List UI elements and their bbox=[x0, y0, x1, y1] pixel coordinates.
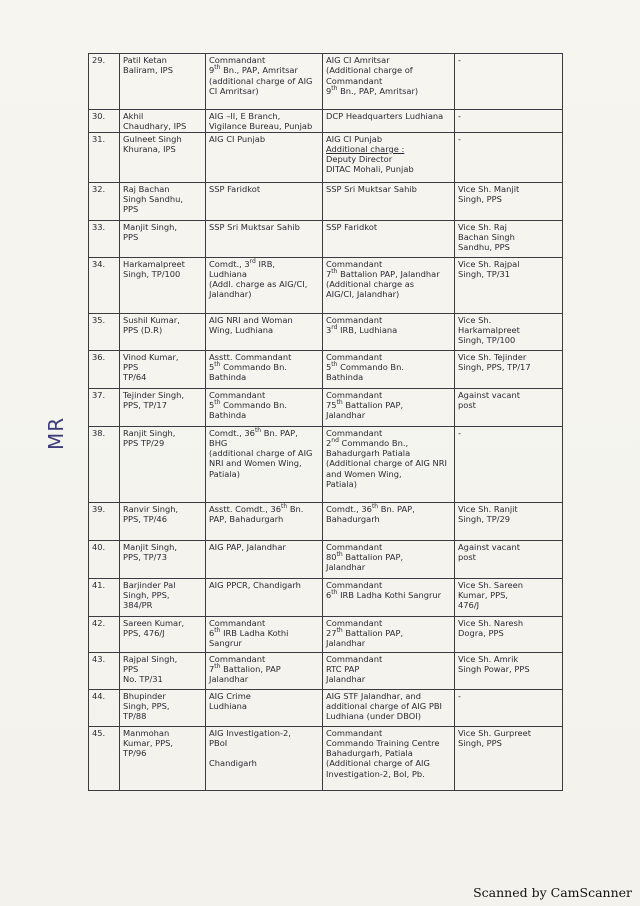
cell-line: and Women Wing, bbox=[326, 468, 402, 479]
cell-line: AIG Crime bbox=[209, 690, 251, 701]
cell-line: (Additional charge of AIG bbox=[326, 758, 430, 769]
remarks-cell bbox=[455, 689, 563, 726]
cell-line: PBoI bbox=[209, 737, 228, 748]
cell-line: Khurana, IPS bbox=[123, 143, 176, 154]
cell-line: Asstt. Comdt., 36th Bn. bbox=[209, 502, 304, 514]
cell-line: Singh, TP/100 bbox=[458, 335, 516, 346]
cell-line: PPS bbox=[123, 663, 139, 674]
cell-line: Jalandhar) bbox=[209, 289, 252, 300]
present-posting-cell bbox=[206, 257, 323, 313]
table-row bbox=[89, 132, 563, 182]
officer-name-cell bbox=[120, 54, 206, 110]
cell-line: Vice Sh. Gurpreet bbox=[458, 727, 531, 738]
cell-line: Bathinda bbox=[209, 410, 247, 421]
cell-line: Chaudhary, IPS bbox=[123, 121, 187, 132]
cell-line: AIG CI Punjab bbox=[326, 133, 383, 144]
table-row bbox=[89, 540, 563, 578]
cell-line: SSP Sri Muktsar Sahib bbox=[326, 183, 417, 194]
cell-line: Chandigarh bbox=[209, 758, 257, 769]
serial-number-cell: 31. bbox=[89, 132, 120, 182]
cell-line: Singh, PPS, bbox=[123, 589, 170, 600]
present-posting-cell bbox=[206, 578, 323, 616]
cell-line: Bhupinder bbox=[123, 690, 166, 701]
transfer-table-body bbox=[89, 54, 563, 791]
new-posting-cell bbox=[323, 313, 455, 350]
serial-number-cell: 30. bbox=[89, 110, 120, 133]
cell-line: PPS, TP/17 bbox=[123, 399, 167, 410]
cell-line: Harkamalpreet bbox=[123, 258, 185, 269]
cell-line: AIG/CI, Jalandhar) bbox=[326, 289, 400, 300]
table-row bbox=[89, 578, 563, 616]
cell-line: TP/96 bbox=[123, 748, 147, 759]
present-posting-cell bbox=[206, 540, 323, 578]
cell-line: AIG STF Jalandhar, and bbox=[326, 690, 422, 701]
cell-line: Harkamalpreet bbox=[458, 324, 520, 335]
present-posting-cell bbox=[206, 313, 323, 350]
cell-line: PPS, TP/73 bbox=[123, 551, 167, 562]
cell-line: Commandant bbox=[326, 351, 383, 362]
remarks-cell bbox=[455, 54, 563, 110]
cell-line: 3rd IRB, Ludhiana bbox=[326, 324, 398, 335]
remarks-cell bbox=[455, 132, 563, 182]
cell-line: 80th Battalion PAP, bbox=[326, 551, 404, 562]
cell-line: Singh, TP/31 bbox=[458, 268, 511, 279]
present-posting-cell bbox=[206, 726, 323, 790]
table-row bbox=[89, 313, 563, 350]
officer-name-cell bbox=[120, 388, 206, 426]
new-posting-cell bbox=[323, 132, 455, 182]
present-posting-cell bbox=[206, 502, 323, 540]
serial-number-cell: 29. bbox=[89, 54, 120, 110]
officer-name-cell bbox=[120, 578, 206, 616]
cell-line: Sareen Kumar, bbox=[123, 617, 185, 628]
new-posting-cell bbox=[323, 220, 455, 257]
cell-line: Patiala) bbox=[209, 468, 240, 479]
cell-line: BHG bbox=[209, 437, 228, 448]
cell-line: DCP Headquarters Ludhiana bbox=[326, 111, 444, 121]
cell-line: Rajpal Singh, bbox=[123, 653, 178, 664]
new-posting-cell bbox=[323, 540, 455, 578]
cell-line: Vice Sh. Tejinder bbox=[458, 351, 527, 362]
cell-line: (Additional charge as bbox=[326, 279, 415, 290]
officer-name-cell bbox=[120, 616, 206, 652]
cell-line: Vice Sh. Amrik bbox=[458, 653, 519, 664]
cell-line: Comdt., 36th Bn. PAP, bbox=[326, 502, 415, 514]
cell-line: AIG CI Amritsar bbox=[326, 55, 390, 65]
table-row bbox=[89, 726, 563, 790]
cell-line: DITAC Mohali, Punjab bbox=[326, 164, 414, 175]
cell-line: Kumar, PPS, bbox=[458, 589, 509, 600]
cell-line: Bachan Singh bbox=[458, 231, 515, 242]
cell-line: Vice Sh. Manjit bbox=[458, 183, 520, 194]
cell-line: Singh, TP/29 bbox=[458, 513, 511, 524]
present-posting-cell bbox=[206, 689, 323, 726]
officer-name-cell bbox=[120, 257, 206, 313]
cell-line: Sangrur bbox=[209, 638, 242, 649]
cell-line: Akhil bbox=[123, 111, 144, 121]
serial-number-cell: 37. bbox=[89, 388, 120, 426]
present-posting-cell bbox=[206, 110, 323, 133]
serial-number-cell: 43. bbox=[89, 652, 120, 689]
officer-name-cell bbox=[120, 540, 206, 578]
cell-line: Commandant bbox=[326, 314, 383, 325]
cell-line: (additional charge of AIG bbox=[209, 448, 313, 459]
cell-line: NRI and Women Wing, bbox=[209, 458, 302, 469]
cell-line: 2nd Commando Bn., bbox=[326, 437, 409, 448]
new-posting-cell bbox=[323, 182, 455, 220]
cell-line: Vinod Kumar, bbox=[123, 351, 179, 362]
present-posting-cell bbox=[206, 182, 323, 220]
table-row bbox=[89, 616, 563, 652]
cell-line: Against vacant bbox=[458, 389, 520, 400]
handwritten-margin-initials: MR bbox=[44, 416, 68, 450]
cell-line: (Additional charge of bbox=[326, 65, 413, 76]
cell-line: 9th Bn., PAP, Amritsar bbox=[209, 64, 298, 76]
cell-line: Commandant bbox=[209, 55, 266, 65]
cell-line: Ludhiana bbox=[209, 700, 247, 711]
cell-line: Commandant bbox=[209, 389, 266, 400]
present-posting-cell bbox=[206, 652, 323, 689]
present-posting-cell bbox=[206, 132, 323, 182]
cell-line: TP/88 bbox=[123, 711, 147, 722]
present-posting-cell bbox=[206, 220, 323, 257]
cell-line: 5th Commando Bn. bbox=[326, 361, 405, 372]
cell-line: Manmohan bbox=[123, 727, 170, 738]
cell-line: Patiala) bbox=[326, 479, 357, 490]
cell-line: SSP Faridkot bbox=[326, 221, 378, 232]
present-posting-cell bbox=[206, 54, 323, 110]
table-row bbox=[89, 350, 563, 388]
cell-line: - bbox=[458, 133, 461, 144]
cell-line: PPS (D.R) bbox=[123, 324, 163, 335]
officer-name-cell bbox=[120, 502, 206, 540]
new-posting-cell bbox=[323, 502, 455, 540]
cell-line: AIG Investigation-2, bbox=[209, 727, 291, 738]
remarks-cell bbox=[455, 182, 563, 220]
transfer-table bbox=[88, 53, 563, 791]
table-row bbox=[89, 257, 563, 313]
table-row bbox=[89, 110, 563, 133]
cell-line: - bbox=[458, 427, 461, 438]
officer-name-cell bbox=[120, 182, 206, 220]
serial-number-cell: 44. bbox=[89, 689, 120, 726]
remarks-cell bbox=[455, 313, 563, 350]
serial-number-cell: 32. bbox=[89, 182, 120, 220]
serial-number-cell: 36. bbox=[89, 350, 120, 388]
cell-line: 27th Battalion PAP, bbox=[326, 627, 404, 638]
cell-line: Singh Sandhu, bbox=[123, 193, 184, 204]
cell-line: Commando Training Centre bbox=[326, 737, 440, 748]
cell-line: Comdt., 3rd IRB, bbox=[209, 257, 276, 269]
cell-line: Bahadurgarh bbox=[326, 513, 380, 524]
cell-line: Deputy Director bbox=[326, 154, 393, 165]
cell-line: Gulneet Singh bbox=[123, 133, 182, 144]
cell-line: AIG NRI and Woman bbox=[209, 314, 293, 325]
cell-line: PPS bbox=[123, 231, 139, 242]
new-posting-cell bbox=[323, 54, 455, 110]
officer-name-cell bbox=[120, 132, 206, 182]
officer-name-cell bbox=[120, 110, 206, 133]
cell-line: Commandant bbox=[326, 427, 383, 438]
serial-number-cell: 34. bbox=[89, 257, 120, 313]
cell-line: - bbox=[458, 690, 461, 701]
new-posting-cell bbox=[323, 257, 455, 313]
remarks-cell bbox=[455, 540, 563, 578]
cell-line: 6th IRB Ladha Kothi bbox=[209, 627, 289, 638]
cell-line: Commandant bbox=[326, 541, 383, 552]
cell-line: (additional charge of AIG bbox=[209, 75, 313, 86]
cell-line: (Addl. charge as AIG/CI, bbox=[209, 279, 308, 290]
cell-line: No. TP/31 bbox=[123, 674, 163, 685]
cell-line: Sushil Kumar, bbox=[123, 314, 180, 325]
officer-name-cell bbox=[120, 220, 206, 257]
cell-line: Vice Sh. Naresh bbox=[458, 617, 524, 628]
scanner-watermark: Scanned by CamScanner bbox=[473, 885, 632, 900]
officer-name-cell bbox=[120, 313, 206, 350]
cell-line: Commandant bbox=[326, 258, 383, 269]
table-row bbox=[89, 689, 563, 726]
serial-number-cell: 45. bbox=[89, 726, 120, 790]
new-posting-cell bbox=[323, 616, 455, 652]
officer-name-cell bbox=[120, 350, 206, 388]
cell-line: 476/J bbox=[458, 600, 480, 611]
cell-line: Manjit Singh, bbox=[123, 541, 177, 552]
serial-number-cell: 39. bbox=[89, 502, 120, 540]
cell-line: 384/PR bbox=[123, 600, 153, 611]
cell-line: Jalandhar bbox=[326, 674, 366, 685]
cell-line: Singh, PPS, TP/17 bbox=[458, 361, 531, 372]
new-posting-cell bbox=[323, 350, 455, 388]
cell-line: Investigation-2, BoI, Pb. bbox=[326, 768, 425, 779]
officer-name-cell bbox=[120, 426, 206, 502]
cell-line: post bbox=[458, 399, 476, 410]
remarks-cell bbox=[455, 652, 563, 689]
remarks-cell bbox=[455, 257, 563, 313]
cell-line: 7th Battalion PAP, Jalandhar bbox=[326, 268, 440, 279]
cell-line: Singh, PPS bbox=[458, 193, 502, 204]
cell-line: Vice Sh. bbox=[458, 314, 492, 325]
serial-number-cell: 40. bbox=[89, 540, 120, 578]
cell-line: Against vacant bbox=[458, 541, 520, 552]
cell-line: AIG PAP, Jalandhar bbox=[209, 541, 286, 552]
cell-line: Singh, PPS, bbox=[123, 700, 170, 711]
cell-line: post bbox=[458, 551, 476, 562]
cell-line: Commandant bbox=[326, 389, 383, 400]
cell-line: PPS bbox=[123, 204, 139, 215]
cell-line: additional charge of AIG PBI bbox=[326, 700, 442, 711]
serial-number-cell: 35. bbox=[89, 313, 120, 350]
cell-line: Bathinda bbox=[209, 372, 247, 383]
cell-line: 75th Battalion PAP, bbox=[326, 399, 404, 410]
cell-line: Singh, PPS bbox=[458, 737, 502, 748]
cell-line: Ranjit Singh, bbox=[123, 427, 176, 438]
cell-line: CI Amritsar) bbox=[209, 85, 259, 96]
cell-line: Baliram, IPS bbox=[123, 65, 173, 76]
cell-line: AIG –II, E Branch, bbox=[209, 111, 281, 121]
serial-number-cell: 33. bbox=[89, 220, 120, 257]
cell-line: Vice Sh. Sareen bbox=[458, 579, 523, 590]
cell-line: Singh Powar, PPS bbox=[458, 663, 530, 674]
cell-line: PAP, Bahadurgarh bbox=[209, 513, 284, 524]
cell-line: Commandant bbox=[209, 617, 266, 628]
new-posting-cell bbox=[323, 689, 455, 726]
cell-line: PPS TP/29 bbox=[123, 437, 165, 448]
cell-line: TP/64 bbox=[123, 372, 147, 383]
table-row bbox=[89, 502, 563, 540]
cell-line: Vice Sh. Ranjit bbox=[458, 503, 518, 514]
cell-line: Dogra, PPS bbox=[458, 627, 504, 638]
cell-line: - bbox=[458, 111, 461, 121]
cell-line: Commandant bbox=[326, 75, 383, 86]
cell-line: Commandant bbox=[326, 579, 383, 590]
officer-name-cell bbox=[120, 689, 206, 726]
table-row bbox=[89, 54, 563, 110]
cell-line: Vigilance Bureau, Punjab bbox=[209, 121, 313, 132]
cell-line: Jalandhar bbox=[326, 410, 366, 421]
cell-line: Ludhiana bbox=[209, 268, 247, 279]
cell-line: 5th Commando Bn. bbox=[209, 399, 288, 410]
cell-line: 7th Battalion, PAP bbox=[209, 663, 281, 674]
present-posting-cell bbox=[206, 350, 323, 388]
cell-line: RTC PAP bbox=[326, 663, 360, 674]
new-posting-cell bbox=[323, 388, 455, 426]
remarks-cell bbox=[455, 426, 563, 502]
cell-line: Jalandhar bbox=[326, 562, 366, 573]
cell-line: AIG PPCR, Chandigarh bbox=[209, 579, 301, 590]
serial-number-cell: 38. bbox=[89, 426, 120, 502]
remarks-cell bbox=[455, 726, 563, 790]
new-posting-cell bbox=[323, 426, 455, 502]
remarks-cell bbox=[455, 350, 563, 388]
cell-line bbox=[209, 748, 319, 758]
cell-line: PPS, 476/J bbox=[123, 627, 165, 638]
remarks-cell bbox=[455, 502, 563, 540]
cell-line: Bahadurgarh, Patiala bbox=[326, 748, 413, 759]
present-posting-cell bbox=[206, 426, 323, 502]
serial-number-cell: 41. bbox=[89, 578, 120, 616]
new-posting-cell bbox=[323, 578, 455, 616]
cell-line: Jalandhar bbox=[326, 638, 366, 649]
table-row bbox=[89, 388, 563, 426]
cell-line: Jalandhar bbox=[209, 674, 249, 685]
cell-line: AIG CI Punjab bbox=[209, 133, 266, 144]
cell-line: Wing, Ludhiana bbox=[209, 324, 274, 335]
serial-number-cell: 42. bbox=[89, 616, 120, 652]
cell-line: Sandhu, PPS bbox=[458, 242, 510, 253]
remarks-cell bbox=[455, 578, 563, 616]
cell-line: Vice Sh. Raj bbox=[458, 221, 507, 232]
cell-line: Tejinder Singh, bbox=[123, 389, 185, 400]
table-row bbox=[89, 182, 563, 220]
new-posting-cell bbox=[323, 726, 455, 790]
officer-name-cell bbox=[120, 726, 206, 790]
cell-line: Commandant bbox=[209, 653, 266, 664]
cell-line: Ludhiana (under DBOI) bbox=[326, 711, 421, 722]
new-posting-cell bbox=[323, 652, 455, 689]
cell-line: Patil Ketan bbox=[123, 55, 167, 65]
cell-line: PPS bbox=[123, 361, 139, 372]
officer-name-cell bbox=[120, 652, 206, 689]
cell-line: Ranvir Singh, bbox=[123, 503, 179, 514]
cell-line: Commandant bbox=[326, 727, 383, 738]
cell-line: (Additional charge of AIG NRI bbox=[326, 458, 447, 469]
cell-line: Kumar, PPS, bbox=[123, 737, 174, 748]
cell-line: 6th IRB Ladha Kothi Sangrur bbox=[326, 589, 442, 600]
cell-line: Comdt., 36th Bn. PAP, bbox=[209, 426, 298, 438]
cell-line: Commandant bbox=[326, 617, 383, 628]
cell-line: Bathinda bbox=[326, 372, 364, 383]
new-posting-cell bbox=[323, 110, 455, 133]
remarks-cell bbox=[455, 388, 563, 426]
cell-line: Additional charge : bbox=[326, 143, 405, 154]
present-posting-cell bbox=[206, 616, 323, 652]
cell-line: SSP Faridkot bbox=[209, 183, 261, 194]
table-row bbox=[89, 652, 563, 689]
cell-line: SSP Sri Muktsar Sahib bbox=[209, 221, 300, 232]
table-row bbox=[89, 220, 563, 257]
cell-line: Commandant bbox=[326, 653, 383, 664]
cell-line: Asstt. Commandant bbox=[209, 351, 292, 362]
cell-line: Singh, TP/100 bbox=[123, 268, 181, 279]
remarks-cell bbox=[455, 616, 563, 652]
cell-line: 9th Bn., PAP, Amritsar) bbox=[326, 85, 419, 96]
table-row bbox=[89, 426, 563, 502]
remarks-cell bbox=[455, 110, 563, 133]
cell-line: Raj Bachan bbox=[123, 183, 170, 194]
cell-line: Manjit Singh, bbox=[123, 221, 177, 232]
cell-line: PPS, TP/46 bbox=[123, 513, 167, 524]
remarks-cell bbox=[455, 220, 563, 257]
present-posting-cell bbox=[206, 388, 323, 426]
cell-line: - bbox=[458, 55, 461, 65]
cell-line: Bahadurgarh Patiala bbox=[326, 448, 411, 459]
cell-line: 5th Commando Bn. bbox=[209, 361, 288, 372]
cell-line: Vice Sh. Rajpal bbox=[458, 258, 520, 269]
cell-line: Barjinder Pal bbox=[123, 579, 176, 590]
